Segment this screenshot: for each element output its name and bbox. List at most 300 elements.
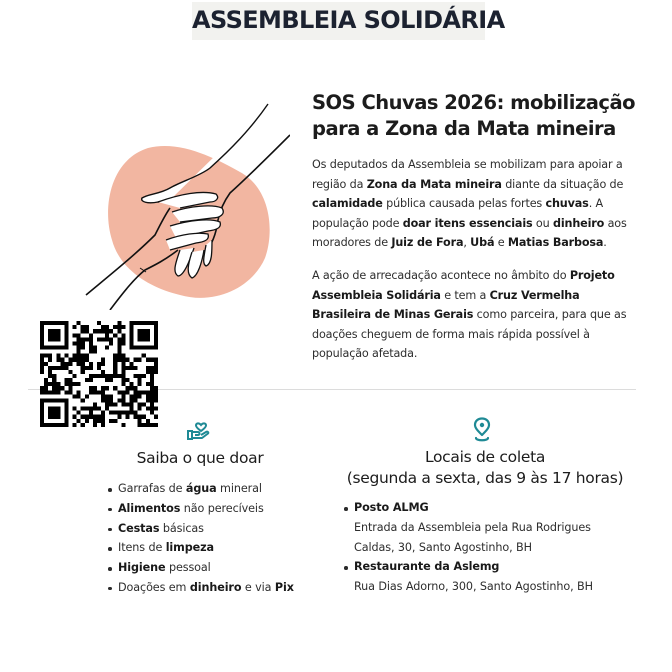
qr-module <box>89 411 93 415</box>
qr-module <box>101 419 105 423</box>
qr-module <box>125 402 129 406</box>
qr-module <box>105 378 109 382</box>
qr-module <box>150 398 154 402</box>
qr-module <box>101 374 105 378</box>
emphasis-text: limpeza <box>165 541 214 555</box>
section-divider-left <box>28 389 40 390</box>
qr-module <box>64 366 68 370</box>
qr-module <box>117 350 121 354</box>
qr-module <box>130 366 134 370</box>
qr-module <box>105 333 109 337</box>
qr-module <box>117 358 121 362</box>
emphasis-text: Cestas <box>118 521 160 535</box>
qr-module <box>101 358 105 362</box>
qr-module <box>48 382 52 386</box>
qr-module <box>134 374 138 378</box>
qr-module <box>81 366 85 370</box>
headline <box>312 90 642 142</box>
qr-module <box>138 407 142 411</box>
qr-module <box>97 321 101 325</box>
qr-finder-pattern <box>48 407 60 419</box>
qr-module <box>117 337 121 341</box>
qr-module <box>105 386 109 390</box>
qr-module <box>121 398 125 402</box>
qr-module <box>93 386 97 390</box>
qr-module <box>52 374 56 378</box>
qr-module <box>134 358 138 362</box>
text-run: Garrafas de <box>118 482 186 495</box>
qr-module <box>68 390 72 394</box>
qr-module <box>130 411 134 415</box>
emphasis-text: Zona da Mata mineira <box>366 177 502 191</box>
qr-module <box>125 411 129 415</box>
qr-module <box>64 362 68 366</box>
qr-module <box>146 419 150 423</box>
qr-module <box>52 386 56 390</box>
qr-module <box>130 382 134 386</box>
qr-module <box>109 329 113 333</box>
qr-module <box>121 411 125 415</box>
qr-module <box>142 390 146 394</box>
qr-module <box>117 341 121 345</box>
text-run: como parceira, para que as doações cheguem de forma mais rápida possível à população afetada. <box>312 308 627 361</box>
qr-module <box>154 370 158 374</box>
qr-module <box>85 378 89 382</box>
qr-module <box>68 362 72 366</box>
qr-module <box>138 423 142 427</box>
donate-item <box>108 578 294 598</box>
emphasis-text: chuvas <box>545 197 589 211</box>
intro-paragraph-2 <box>312 266 642 364</box>
qr-module <box>138 378 142 382</box>
intro-paragraph-1 <box>312 155 642 253</box>
qr-module <box>113 354 117 358</box>
donate-section-title: Saiba o que doar <box>136 449 264 467</box>
qr-module <box>48 354 52 358</box>
qr-module <box>89 341 93 345</box>
qr-module <box>73 325 77 329</box>
qr-module <box>113 411 117 415</box>
qr-module <box>121 394 125 398</box>
qr-module <box>44 362 48 366</box>
qr-module <box>150 370 154 374</box>
qr-module <box>113 366 117 370</box>
qr-module <box>146 390 150 394</box>
emphasis-text: dinheiro <box>189 580 242 594</box>
qr-module <box>89 374 93 378</box>
qr-module <box>68 370 72 374</box>
qr-module <box>134 394 138 398</box>
qr-finder-pattern <box>48 329 60 341</box>
qr-module <box>68 382 72 386</box>
qr-module <box>89 390 93 394</box>
text-run: e via <box>241 580 275 594</box>
qr-module <box>117 321 121 325</box>
qr-module <box>150 390 154 394</box>
qr-module <box>130 362 134 366</box>
emphasis-text: Matias Barbosa <box>507 236 604 250</box>
qr-module <box>56 354 60 358</box>
qr-module <box>154 362 158 366</box>
qr-module <box>105 402 109 406</box>
qr-module <box>150 386 154 390</box>
qr-module <box>101 370 105 374</box>
qr-module <box>121 374 125 378</box>
qr-module <box>101 390 105 394</box>
qr-module <box>56 366 60 370</box>
qr-module <box>117 390 121 394</box>
qr-module <box>52 382 56 386</box>
qr-module <box>150 366 154 370</box>
qr-module <box>44 386 48 390</box>
qr-module <box>154 415 158 419</box>
location-address: Entrada da Assembleia pela Rua Rodrigues <box>354 520 591 534</box>
qr-module <box>97 407 101 411</box>
location-address: Rua Dias Adorno, 300, Santo Agostinho, BH <box>354 580 593 594</box>
qr-module <box>134 398 138 402</box>
donate-item <box>108 479 294 499</box>
qr-module <box>125 366 129 370</box>
qr-module <box>85 415 89 419</box>
qr-module <box>52 378 56 382</box>
qr-module <box>154 407 158 411</box>
qr-module <box>130 407 134 411</box>
qr-module <box>105 407 109 411</box>
locations-title-line-1: Locais de coleta <box>424 448 546 466</box>
qr-module <box>89 362 93 366</box>
qr-module <box>113 419 117 423</box>
qr-module <box>117 415 121 419</box>
headline-line-2: para a Zona da Mata mineira <box>312 117 616 140</box>
qr-module <box>73 407 77 411</box>
qr-module <box>146 370 150 374</box>
qr-module <box>138 358 142 362</box>
locations-list <box>344 498 593 597</box>
qr-module <box>60 362 64 366</box>
emphasis-text: dinheiro <box>552 216 605 230</box>
qr-module <box>40 366 44 370</box>
helping-hands-illustration <box>30 90 290 310</box>
qr-module <box>105 337 109 341</box>
qr-module <box>146 394 150 398</box>
text-run: aos moradores de <box>312 216 627 250</box>
donate-item <box>108 499 294 519</box>
qr-module <box>154 366 158 370</box>
qr-module <box>73 394 77 398</box>
qr-module <box>113 402 117 406</box>
qr-module <box>85 354 89 358</box>
text-run: . A população pode <box>312 197 604 230</box>
qr-module <box>40 362 44 366</box>
qr-module <box>64 382 68 386</box>
qr-module <box>117 346 121 350</box>
qr-module <box>97 362 101 366</box>
qr-module <box>85 407 89 411</box>
qr-module <box>134 386 138 390</box>
qr-module <box>101 415 105 419</box>
qr-module <box>40 390 44 394</box>
qr-module <box>89 346 93 350</box>
qr-module <box>77 394 81 398</box>
qr-module <box>60 386 64 390</box>
qr-module <box>93 415 97 419</box>
qr-module <box>150 394 154 398</box>
qr-module <box>101 398 105 402</box>
qr-module <box>121 337 125 341</box>
qr-module <box>81 329 85 333</box>
qr-module <box>109 378 113 382</box>
locations-section-title <box>330 447 640 489</box>
qr-module <box>93 419 97 423</box>
text-run: Itens de <box>118 541 166 555</box>
qr-module <box>121 358 125 362</box>
qr-module <box>68 378 72 382</box>
qr-module <box>77 362 81 366</box>
qr-module <box>40 370 44 374</box>
qr-module <box>89 366 93 370</box>
qr-module <box>109 419 113 423</box>
qr-module <box>97 419 101 423</box>
qr-module <box>93 350 97 354</box>
qr-module <box>101 411 105 415</box>
qr-module <box>93 390 97 394</box>
qr-module <box>81 358 85 362</box>
qr-module <box>146 398 150 402</box>
qr-module <box>44 390 48 394</box>
qr-module <box>56 382 60 386</box>
text-run: Os deputados da Assembleia se mobilizam para apoiar a região da <box>312 158 623 191</box>
qr-module <box>109 341 113 345</box>
qr-module <box>81 341 85 345</box>
qr-module <box>150 382 154 386</box>
qr-module <box>109 402 113 406</box>
qr-module <box>121 370 125 374</box>
qr-module <box>117 325 121 329</box>
emphasis-text: doar itens essenciais <box>402 216 533 230</box>
qr-module <box>113 358 117 362</box>
qr-module <box>113 362 117 366</box>
qr-module <box>48 390 52 394</box>
emphasis-text: Higiene <box>118 561 166 575</box>
qr-module <box>85 394 89 398</box>
qr-module <box>73 423 77 427</box>
qr-module <box>77 350 81 354</box>
qr-module <box>89 350 93 354</box>
qr-code[interactable] <box>40 321 158 427</box>
qr-module <box>138 394 142 398</box>
qr-module <box>68 358 72 362</box>
qr-module <box>89 333 93 337</box>
qr-module <box>85 329 89 333</box>
qr-module <box>138 419 142 423</box>
qr-module <box>97 374 101 378</box>
qr-module <box>85 419 89 423</box>
qr-module <box>125 378 129 382</box>
qr-module <box>121 382 125 386</box>
qr-module <box>60 358 64 362</box>
qr-module <box>121 366 125 370</box>
emphasis-text: Projeto Assembleia Solidária <box>312 269 615 302</box>
qr-module <box>150 407 154 411</box>
qr-module <box>77 341 81 345</box>
qr-module <box>154 394 158 398</box>
qr-module <box>64 390 68 394</box>
qr-module <box>77 411 81 415</box>
qr-module <box>109 337 113 341</box>
qr-module <box>138 374 142 378</box>
qr-module <box>93 407 97 411</box>
text-run: e <box>494 236 508 250</box>
qr-module <box>44 382 48 386</box>
qr-module <box>121 354 125 358</box>
qr-module <box>93 346 97 350</box>
qr-module <box>146 358 150 362</box>
text-run: , <box>463 236 471 250</box>
qr-module <box>109 411 113 415</box>
qr-module <box>97 337 101 341</box>
text-run: e tem a <box>440 288 490 302</box>
qr-module <box>117 374 121 378</box>
qr-module <box>125 415 129 419</box>
qr-module <box>81 337 85 341</box>
qr-module <box>81 362 85 366</box>
donate-item <box>108 519 294 539</box>
page-title: ASSEMBLEIA SOLIDÁRIA <box>192 6 505 34</box>
qr-module <box>130 386 134 390</box>
qr-module <box>130 398 134 402</box>
emphasis-text: calamidade <box>312 197 383 211</box>
qr-module <box>73 354 77 358</box>
qr-module <box>81 415 85 419</box>
qr-module <box>121 423 125 427</box>
qr-module <box>73 341 77 345</box>
emphasis-text: Alimentos <box>118 501 181 515</box>
qr-module <box>77 333 81 337</box>
location-name: Posto ALMG <box>354 501 429 514</box>
qr-module <box>68 386 72 390</box>
text-run: mineral <box>216 482 262 495</box>
qr-module <box>48 366 52 370</box>
qr-module <box>113 325 117 329</box>
qr-module <box>73 333 77 337</box>
qr-module <box>81 346 85 350</box>
qr-module <box>113 374 117 378</box>
locations-title-line-2: (segunda a sexta, das 9 às 17 horas) <box>346 469 624 487</box>
qr-module <box>73 382 77 386</box>
qr-module <box>97 366 101 370</box>
donate-item <box>108 538 294 558</box>
qr-module <box>77 358 81 362</box>
qr-module <box>117 354 121 358</box>
qr-module <box>81 398 85 402</box>
donate-items-list <box>108 479 294 598</box>
emphasis-text: Juiz de Fora <box>391 236 464 250</box>
location-item <box>344 498 593 557</box>
qr-module <box>105 394 109 398</box>
qr-module <box>85 325 89 329</box>
section-divider <box>158 389 636 390</box>
qr-module <box>93 374 97 378</box>
qr-module <box>64 378 68 382</box>
qr-module <box>89 386 93 390</box>
qr-module <box>154 398 158 402</box>
qr-module <box>113 386 117 390</box>
qr-module <box>146 407 150 411</box>
qr-module <box>125 358 129 362</box>
qr-module <box>138 382 142 386</box>
text-run: pessoal <box>165 561 211 575</box>
text-run: básicas <box>159 521 204 535</box>
location-address: Caldas, 30, Santo Agostinho, BH <box>354 540 532 554</box>
qr-module <box>93 329 97 333</box>
qr-module <box>93 402 97 406</box>
qr-module <box>73 358 77 362</box>
qr-module <box>146 366 150 370</box>
qr-module <box>146 382 150 386</box>
qr-module <box>81 370 85 374</box>
qr-module <box>130 402 134 406</box>
qr-module <box>154 358 158 362</box>
qr-module <box>73 415 77 419</box>
qr-module <box>52 390 56 394</box>
qr-module <box>142 374 146 378</box>
text-run: ou <box>532 216 553 230</box>
qr-module <box>97 415 101 419</box>
qr-module <box>125 386 129 390</box>
qr-module <box>109 374 113 378</box>
qr-module <box>113 370 117 374</box>
qr-module <box>142 354 146 358</box>
qr-module <box>85 358 89 362</box>
qr-module <box>105 325 109 329</box>
emphasis-text: Ubá <box>470 236 495 250</box>
qr-module <box>40 386 44 390</box>
qr-module <box>150 358 154 362</box>
qr-module <box>40 358 44 362</box>
qr-module <box>109 398 113 402</box>
qr-module <box>105 374 109 378</box>
text-run: . <box>603 236 607 250</box>
qr-module <box>101 325 105 329</box>
qr-module <box>89 415 93 419</box>
qr-module <box>101 386 105 390</box>
qr-module <box>101 337 105 341</box>
qr-module <box>105 398 109 402</box>
qr-module <box>121 390 125 394</box>
emphasis-text: água <box>185 482 217 495</box>
qr-module <box>56 390 60 394</box>
qr-module <box>142 423 146 427</box>
qr-module <box>56 358 60 362</box>
qr-module <box>77 346 81 350</box>
qr-module <box>101 329 105 333</box>
qr-module <box>101 423 105 427</box>
qr-module <box>48 358 52 362</box>
qr-module <box>150 423 154 427</box>
qr-module <box>77 321 81 325</box>
qr-module <box>154 390 158 394</box>
qr-module <box>44 378 48 382</box>
qr-module <box>113 333 117 337</box>
location-name: Restaurante da Aslemg <box>354 560 500 574</box>
qr-module <box>121 333 125 337</box>
title-banner <box>192 2 505 40</box>
qr-module <box>89 378 93 382</box>
qr-finder-pattern <box>138 329 150 341</box>
qr-module <box>77 419 81 423</box>
location-item <box>344 557 593 597</box>
qr-module <box>109 394 113 398</box>
